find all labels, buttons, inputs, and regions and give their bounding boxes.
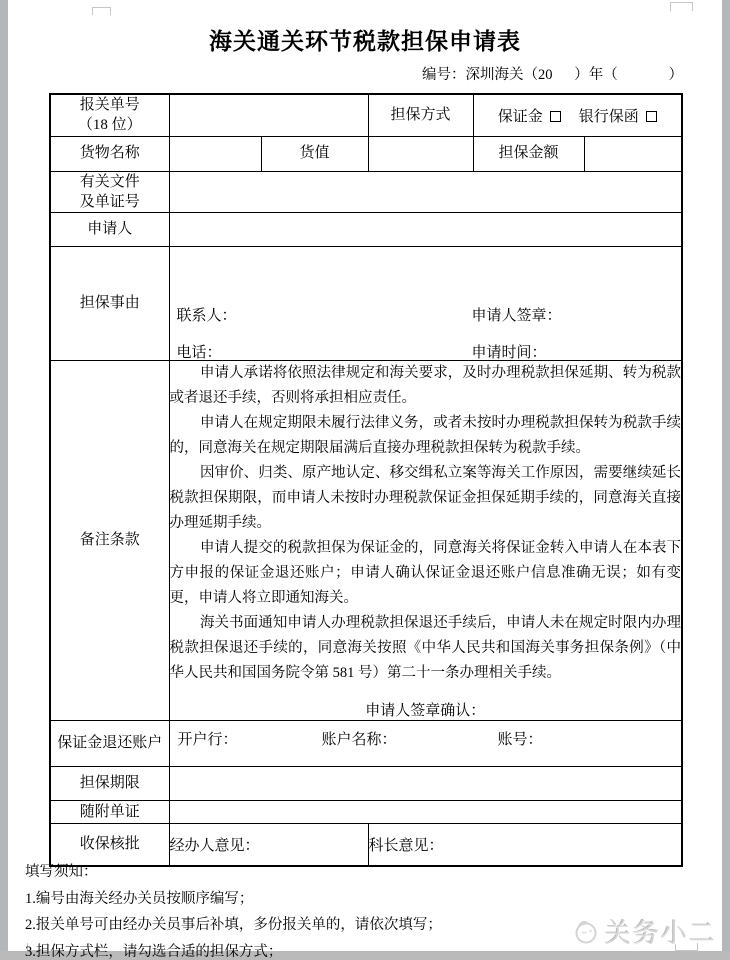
declaration-no-input-cell[interactable] xyxy=(169,94,368,136)
attached-docs-label: 随附单证 xyxy=(50,801,169,824)
bond-checkbox[interactable] xyxy=(550,111,561,122)
option-bond: 保证金 xyxy=(498,105,561,126)
handler-opinion-label: 经办人意见： xyxy=(169,837,260,854)
fill-instructions xyxy=(25,859,442,960)
row-guarantee-period xyxy=(50,767,682,801)
right-margin-strip xyxy=(722,0,730,951)
guarantee-method-options xyxy=(473,94,682,136)
option-bank-guarantee: 银行保函 xyxy=(579,105,657,126)
watermark-text: 关务小二 xyxy=(604,918,717,948)
row-goods xyxy=(50,136,682,171)
refund-account-label: 保证金退还账户 xyxy=(50,721,169,767)
apply-time-label: 申请时间： xyxy=(471,345,547,361)
remarks-paragraph: 申请人在规定期限未履行法律义务，或者未按时办理税款担保转为税款手续的，同意海关在规定期限届满后直接办理税款担保转为税款手续。 xyxy=(169,415,681,456)
row-documents xyxy=(50,171,682,213)
row-declaration-no xyxy=(50,94,682,136)
note-item: 1.编号由海关经办关员按顺序编写； xyxy=(25,890,254,907)
account-name-label: 账户名称： xyxy=(321,732,397,748)
reason-contact-line xyxy=(177,304,675,325)
form-title: 海关通关环节税款担保申请表 xyxy=(209,28,521,54)
guarantee-method-label: 担保方式 xyxy=(368,94,473,136)
documents-label: 有关文件 及单证号 xyxy=(50,171,169,213)
applicant-seal-label: 申请人签章： xyxy=(471,308,562,324)
row-applicant xyxy=(50,213,682,247)
remarks-label: 备注条款 xyxy=(50,361,169,721)
approval-label: 收保核批 xyxy=(50,824,169,866)
goods-value-input-cell[interactable] xyxy=(368,136,473,171)
remarks-paragraph: 申请人承诺将依照法律规定和海关要求，及时办理税款担保延期、转为税款或者退还手续，否则将承担相应责任。 xyxy=(169,365,681,406)
note-item: 2.报关单号可由经办关员事后补填，多份报关单的，请依次填写； xyxy=(25,917,442,933)
guarantee-period-label: 担保期限 xyxy=(50,767,169,801)
documents-input-cell[interactable] xyxy=(169,171,682,213)
bank-label: 开户行： xyxy=(177,732,238,748)
guarantee-amount-input-cell[interactable] xyxy=(584,136,682,171)
row-refund-account xyxy=(50,721,682,767)
serial-number-line: 编号：深圳海关（20 ）年（ ） xyxy=(422,67,683,83)
remarks-paragraph: 因审价、归类、原产地认定、移交缉私立案等海关工作原因，需要继续延长税款担保期限，而申请人未按时办理税款保证金担保延期手续的，同意海关直接办理延期手续。 xyxy=(169,465,681,531)
goods-name-label: 货物名称 xyxy=(50,136,169,171)
crop-mark-top-right xyxy=(670,2,693,11)
guarantee-period-input-cell[interactable] xyxy=(169,767,682,801)
row-remarks xyxy=(50,361,682,721)
remarks-text-cell xyxy=(169,361,682,721)
remarks-paragraph: 海关书面通知申请人办理税款担保退还手续后，申请人未在规定时限内办理税款担保退还手续的，同意海关按照《中华人民共和国海关事务担保条例》（中华人民共和国国务院令第 581 号）第二十一条办理相关手续。 xyxy=(169,615,681,681)
phone-label: 电话： xyxy=(176,345,222,361)
guarantee-reason-input-cell[interactable] xyxy=(169,247,682,361)
attached-docs-input-cell[interactable] xyxy=(169,801,682,824)
account-no-label: 账号： xyxy=(497,732,543,748)
row-guarantee-reason xyxy=(50,247,682,361)
guarantee-reason-label: 担保事由 xyxy=(50,247,169,361)
applicant-input-cell[interactable] xyxy=(169,213,682,247)
contact-label: 联系人： xyxy=(176,308,237,324)
crop-mark-top-left xyxy=(92,7,111,15)
reason-phone-line xyxy=(177,341,675,362)
watermark xyxy=(570,913,717,950)
remarks-paragraph: 申请人提交的税款担保为保证金的，同意海关将保证金转入申请人在本表下方申报的保证金退还账户；申请人确认保证金退还账户信息准确无误；如有变更，申请人将立即通知海关。 xyxy=(169,540,681,606)
guarantee-amount-label: 担保金额 xyxy=(473,136,584,171)
note-item: 3.担保方式栏，请勾选合适的担保方式； xyxy=(25,943,283,960)
goods-name-input-cell[interactable] xyxy=(169,136,261,171)
bank-guarantee-checkbox[interactable] xyxy=(646,111,657,122)
notes-title: 填写须知： xyxy=(25,864,98,880)
application-form-table xyxy=(49,93,683,867)
refund-account-input-cell[interactable] xyxy=(169,721,682,767)
applicant-label: 申请人 xyxy=(50,213,169,247)
declaration-no-label: 报关单号 （18 位） xyxy=(50,94,169,136)
guanwu-xiaoer-logo-icon xyxy=(570,916,602,948)
seal-confirm-label: 申请人签章确认： xyxy=(365,703,486,719)
goods-value-label: 货值 xyxy=(261,136,368,171)
row-attached-docs xyxy=(50,801,682,824)
left-margin-strip xyxy=(0,0,8,951)
chief-opinion-label: 科长意见： xyxy=(368,837,444,854)
